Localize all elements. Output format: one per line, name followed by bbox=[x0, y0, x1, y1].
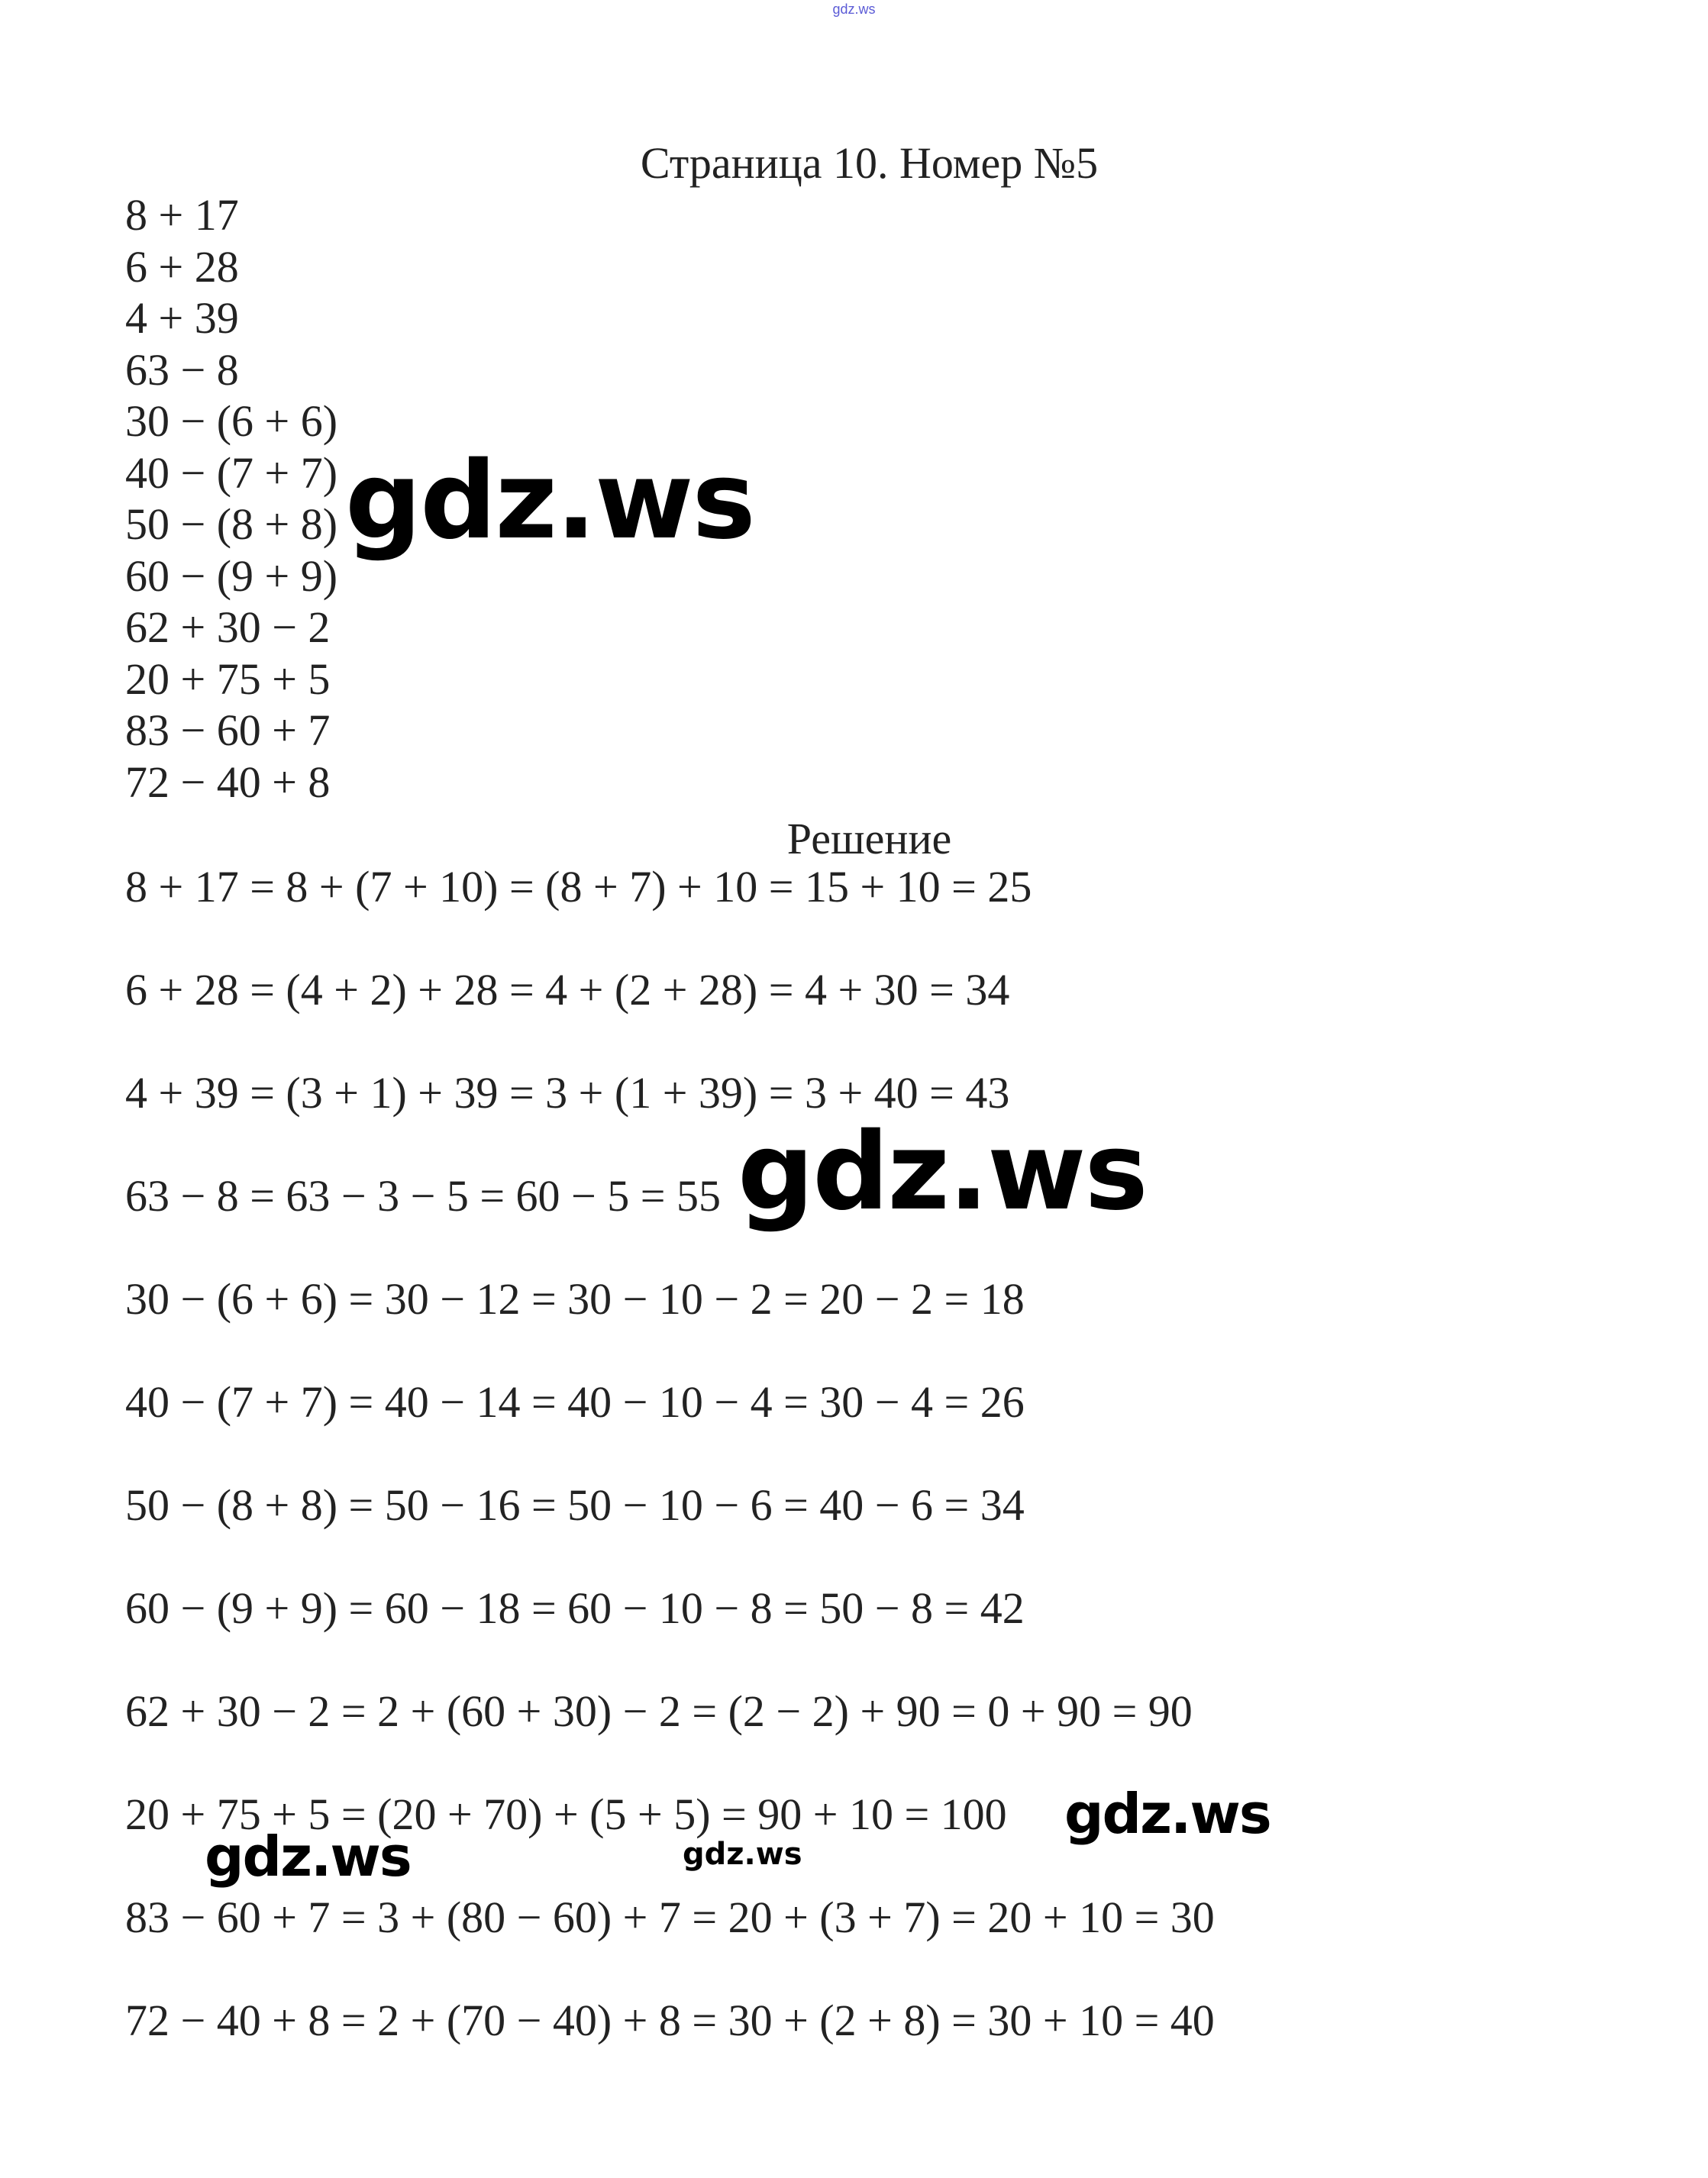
problem-item: 83 − 60 + 7 bbox=[125, 705, 331, 755]
problem-item: 50 − (8 + 8) bbox=[125, 499, 338, 549]
problem-item: 40 − (7 + 7) bbox=[125, 447, 338, 498]
problem-item: 8 + 17 bbox=[125, 190, 239, 240]
page-title: Страница 10. Номер №5 bbox=[640, 138, 1099, 188]
problem-item: 20 + 75 + 5 bbox=[125, 653, 331, 704]
problem-item: 60 − (9 + 9) bbox=[125, 550, 338, 601]
solution-item: 72 − 40 + 8 = 2 + (70 − 40) + 8 = 30 + (2 + 8) = 30 + 10 = 40 bbox=[125, 1996, 1215, 2045]
solution-item: 8 + 17 = 8 + (7 + 10) = (8 + 7) + 10 = 15 + 10 = 25 bbox=[125, 862, 1032, 912]
solution-item: 62 + 30 − 2 = 2 + (60 + 30) − 2 = (2 − 2) + 90 = 0 + 90 = 90 bbox=[125, 1686, 1193, 1736]
watermark-small: gdz.ws bbox=[683, 1837, 802, 1872]
problem-item: 6 + 28 bbox=[125, 241, 239, 292]
watermark-large: gdz.ws bbox=[345, 439, 754, 563]
problem-item: 72 − 40 + 8 bbox=[125, 757, 331, 807]
watermark-medium: gdz.ws bbox=[205, 1825, 411, 1889]
solution-item: 40 − (7 + 7) = 40 − 14 = 40 − 10 − 4 = 30 − 4 = 26 bbox=[125, 1377, 1025, 1427]
problem-item: 63 − 8 bbox=[125, 344, 239, 395]
solution-item: 4 + 39 = (3 + 1) + 39 = 3 + (1 + 39) = 3 + 40 = 43 bbox=[125, 1068, 1010, 1118]
solution-item: 83 − 60 + 7 = 3 + (80 − 60) + 7 = 20 + (3 + 7) = 20 + 10 = 30 bbox=[125, 1892, 1215, 1942]
problem-item: 4 + 39 bbox=[125, 293, 239, 343]
solution-list bbox=[125, 860, 1215, 2097]
watermark-large: gdz.ws bbox=[738, 1110, 1147, 1234]
solution-item: 63 − 8 = 63 − 3 − 5 = 60 − 5 = 55 bbox=[125, 1171, 721, 1221]
solution-heading: Решение bbox=[786, 814, 952, 863]
problem-item: 62 + 30 − 2 bbox=[125, 602, 331, 652]
solution-item: 6 + 28 = (4 + 2) + 28 = 4 + (2 + 28) = 4 + 30 = 34 bbox=[125, 965, 1010, 1015]
solution-item: 30 − (6 + 6) = 30 − 12 = 30 − 10 − 2 = 20 − 2 = 18 bbox=[125, 1274, 1025, 1324]
solution-item: 20 + 75 + 5 = (20 + 70) + (5 + 5) = 90 + 10 = 100 bbox=[125, 1789, 1007, 1839]
watermark-medium: gdz.ws bbox=[1064, 1782, 1271, 1846]
solution-item: 60 − (9 + 9) = 60 − 18 = 60 − 10 − 8 = 50 − 8 = 42 bbox=[125, 1583, 1025, 1633]
header-watermark: gdz.ws bbox=[832, 2, 876, 17]
solution-item: 50 − (8 + 8) = 50 − 16 = 50 − 10 − 6 = 40 − 6 = 34 bbox=[125, 1480, 1025, 1530]
problem-item: 30 − (6 + 6) bbox=[125, 396, 338, 446]
problem-list bbox=[125, 189, 337, 808]
